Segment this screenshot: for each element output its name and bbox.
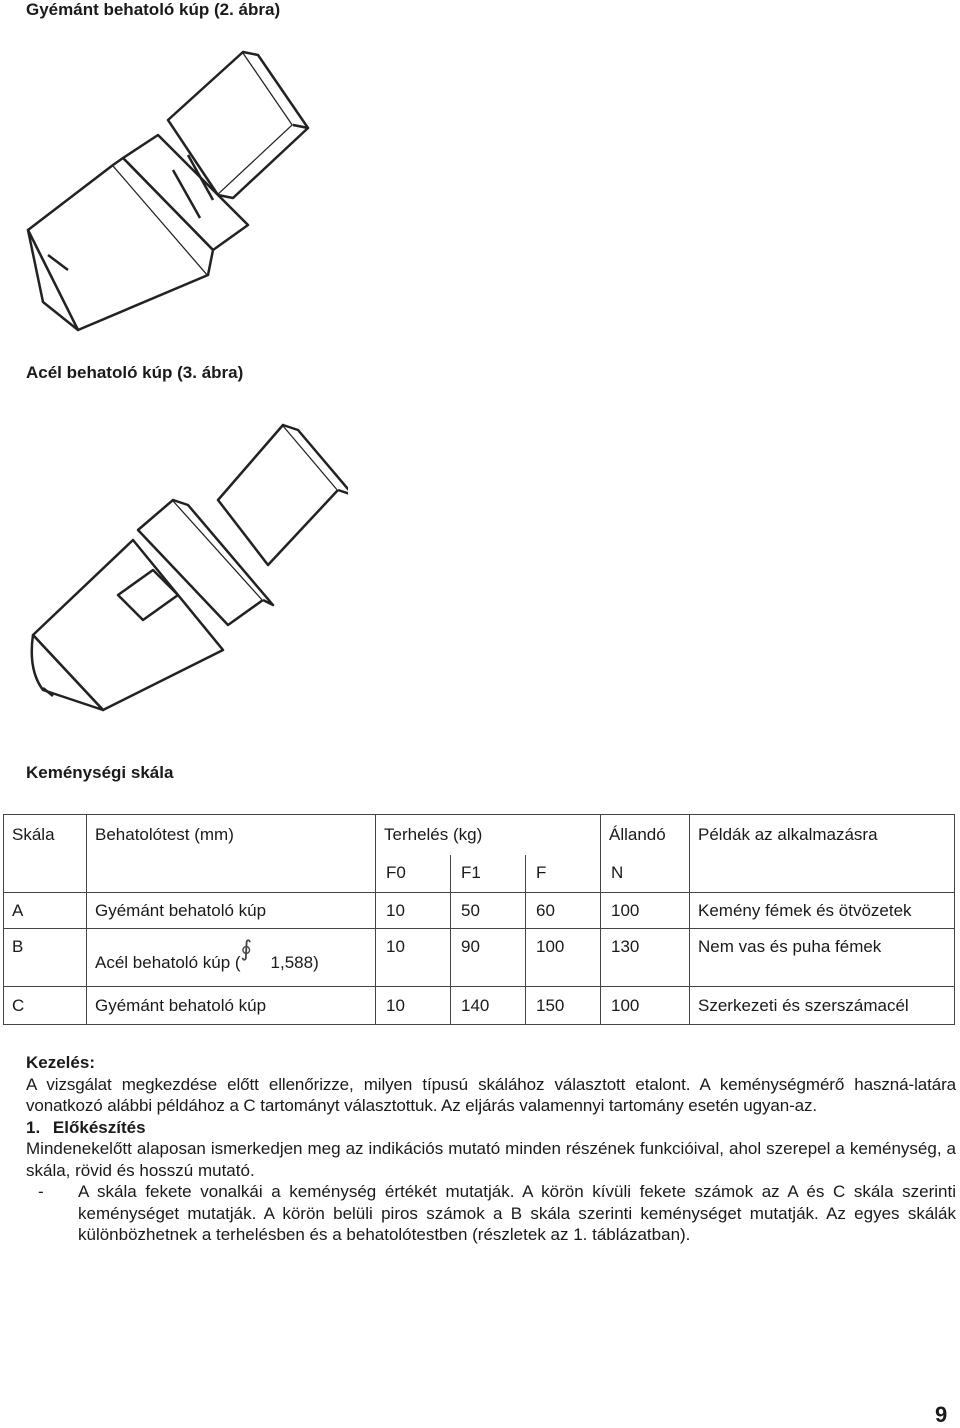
- table-row: [4, 929, 955, 987]
- cell-example: Szerkezeti és szerszámacél: [690, 987, 955, 1025]
- fig2-title: Gyémánt behatoló kúp (2. ábra): [26, 0, 281, 19]
- kezeles-body: A vizsgálat megkezdése előtt ellenőrizze, milyen típusú skálához választott etalont. A keménységmérő haszná-latára vonatkozó alábbi példához a C tartományt választottuk. Az eljárás valamennyi tartomány esetén ugyan-az.: [26, 1074, 956, 1115]
- cell-indenter: [87, 929, 376, 987]
- body-content: [26, 1052, 956, 1246]
- cell-n: 130: [601, 929, 690, 987]
- cell-scale: B: [4, 929, 87, 987]
- table-row: [4, 987, 955, 1025]
- cell-f: 100: [526, 929, 601, 987]
- diamond-indenter-illustration: [18, 40, 318, 360]
- header-f: F: [526, 855, 601, 893]
- steel-indenter-illustration: [18, 420, 348, 720]
- section-number: 1.: [26, 1117, 41, 1137]
- table-row: [4, 893, 955, 929]
- header-n: N: [601, 855, 690, 893]
- cell-scale: C: [4, 987, 87, 1025]
- cell-f1: 50: [451, 893, 526, 929]
- cell-n: 100: [601, 987, 690, 1025]
- cell-f1: 140: [451, 987, 526, 1025]
- header-load: Terhelés (kg): [376, 815, 601, 855]
- bullet-text: A skála fekete vonalkái a keménység értékét mutatják. A körön kívüli fekete számok az A és C skála szerinti keménységet mutatják. A körön belüli piros számok a B skála szerinti keménységet mutatják. Az egyes skálák különbözhetnek a terhelésben és a behatolótestben (részletek az 1. táblázatban).: [78, 1182, 956, 1244]
- cell-f0: 10: [376, 893, 451, 929]
- section-body: Mindenekelőtt alaposan ismerkedjen meg az indikációs mutató minden részének funkcióival, ahol szerepel a keménység, a skála, rövid és hosszú mutató.: [26, 1139, 956, 1180]
- cell-f1: 90: [451, 929, 526, 987]
- page-number: 9: [935, 1402, 948, 1427]
- indenter-diameter: 1,588): [270, 953, 319, 972]
- cell-scale: A: [4, 893, 87, 929]
- cell-example: Nem vas és puha fémek: [690, 929, 955, 987]
- cell-f0: 10: [376, 929, 451, 987]
- scale-title: Keménységi skála: [26, 763, 174, 782]
- header-f1: F1: [451, 855, 526, 893]
- cell-example: Kemény fémek és ötvözetek: [690, 893, 955, 929]
- indenter-label: Acél behatoló kúp (: [95, 953, 241, 972]
- cell-f: 150: [526, 987, 601, 1025]
- section-heading: [26, 1117, 956, 1139]
- hardness-scale-table: [3, 814, 955, 1025]
- section-title: Előkészítés: [52, 1117, 146, 1137]
- cell-n: 100: [601, 893, 690, 929]
- header-examples: Példák az alkalmazásra: [690, 815, 955, 893]
- header-f0: F0: [376, 855, 451, 893]
- cell-f: 60: [526, 893, 601, 929]
- fig3-title: Acél behatoló kúp (3. ábra): [26, 363, 244, 382]
- cell-indenter: Gyémánt behatoló kúp: [87, 893, 376, 929]
- header-indenter: Behatolótest (mm): [87, 815, 376, 893]
- header-constant: Állandó: [601, 815, 690, 855]
- kezeles-title: Kezelés:: [26, 1053, 95, 1072]
- diameter-symbol-icon: ∮: [240, 937, 253, 962]
- bullet-item: [26, 1181, 956, 1246]
- header-scale: Skála: [4, 815, 87, 893]
- cell-f0: 10: [376, 987, 451, 1025]
- cell-indenter: Gyémánt behatoló kúp: [87, 987, 376, 1025]
- bullet-dash: -: [38, 1182, 44, 1201]
